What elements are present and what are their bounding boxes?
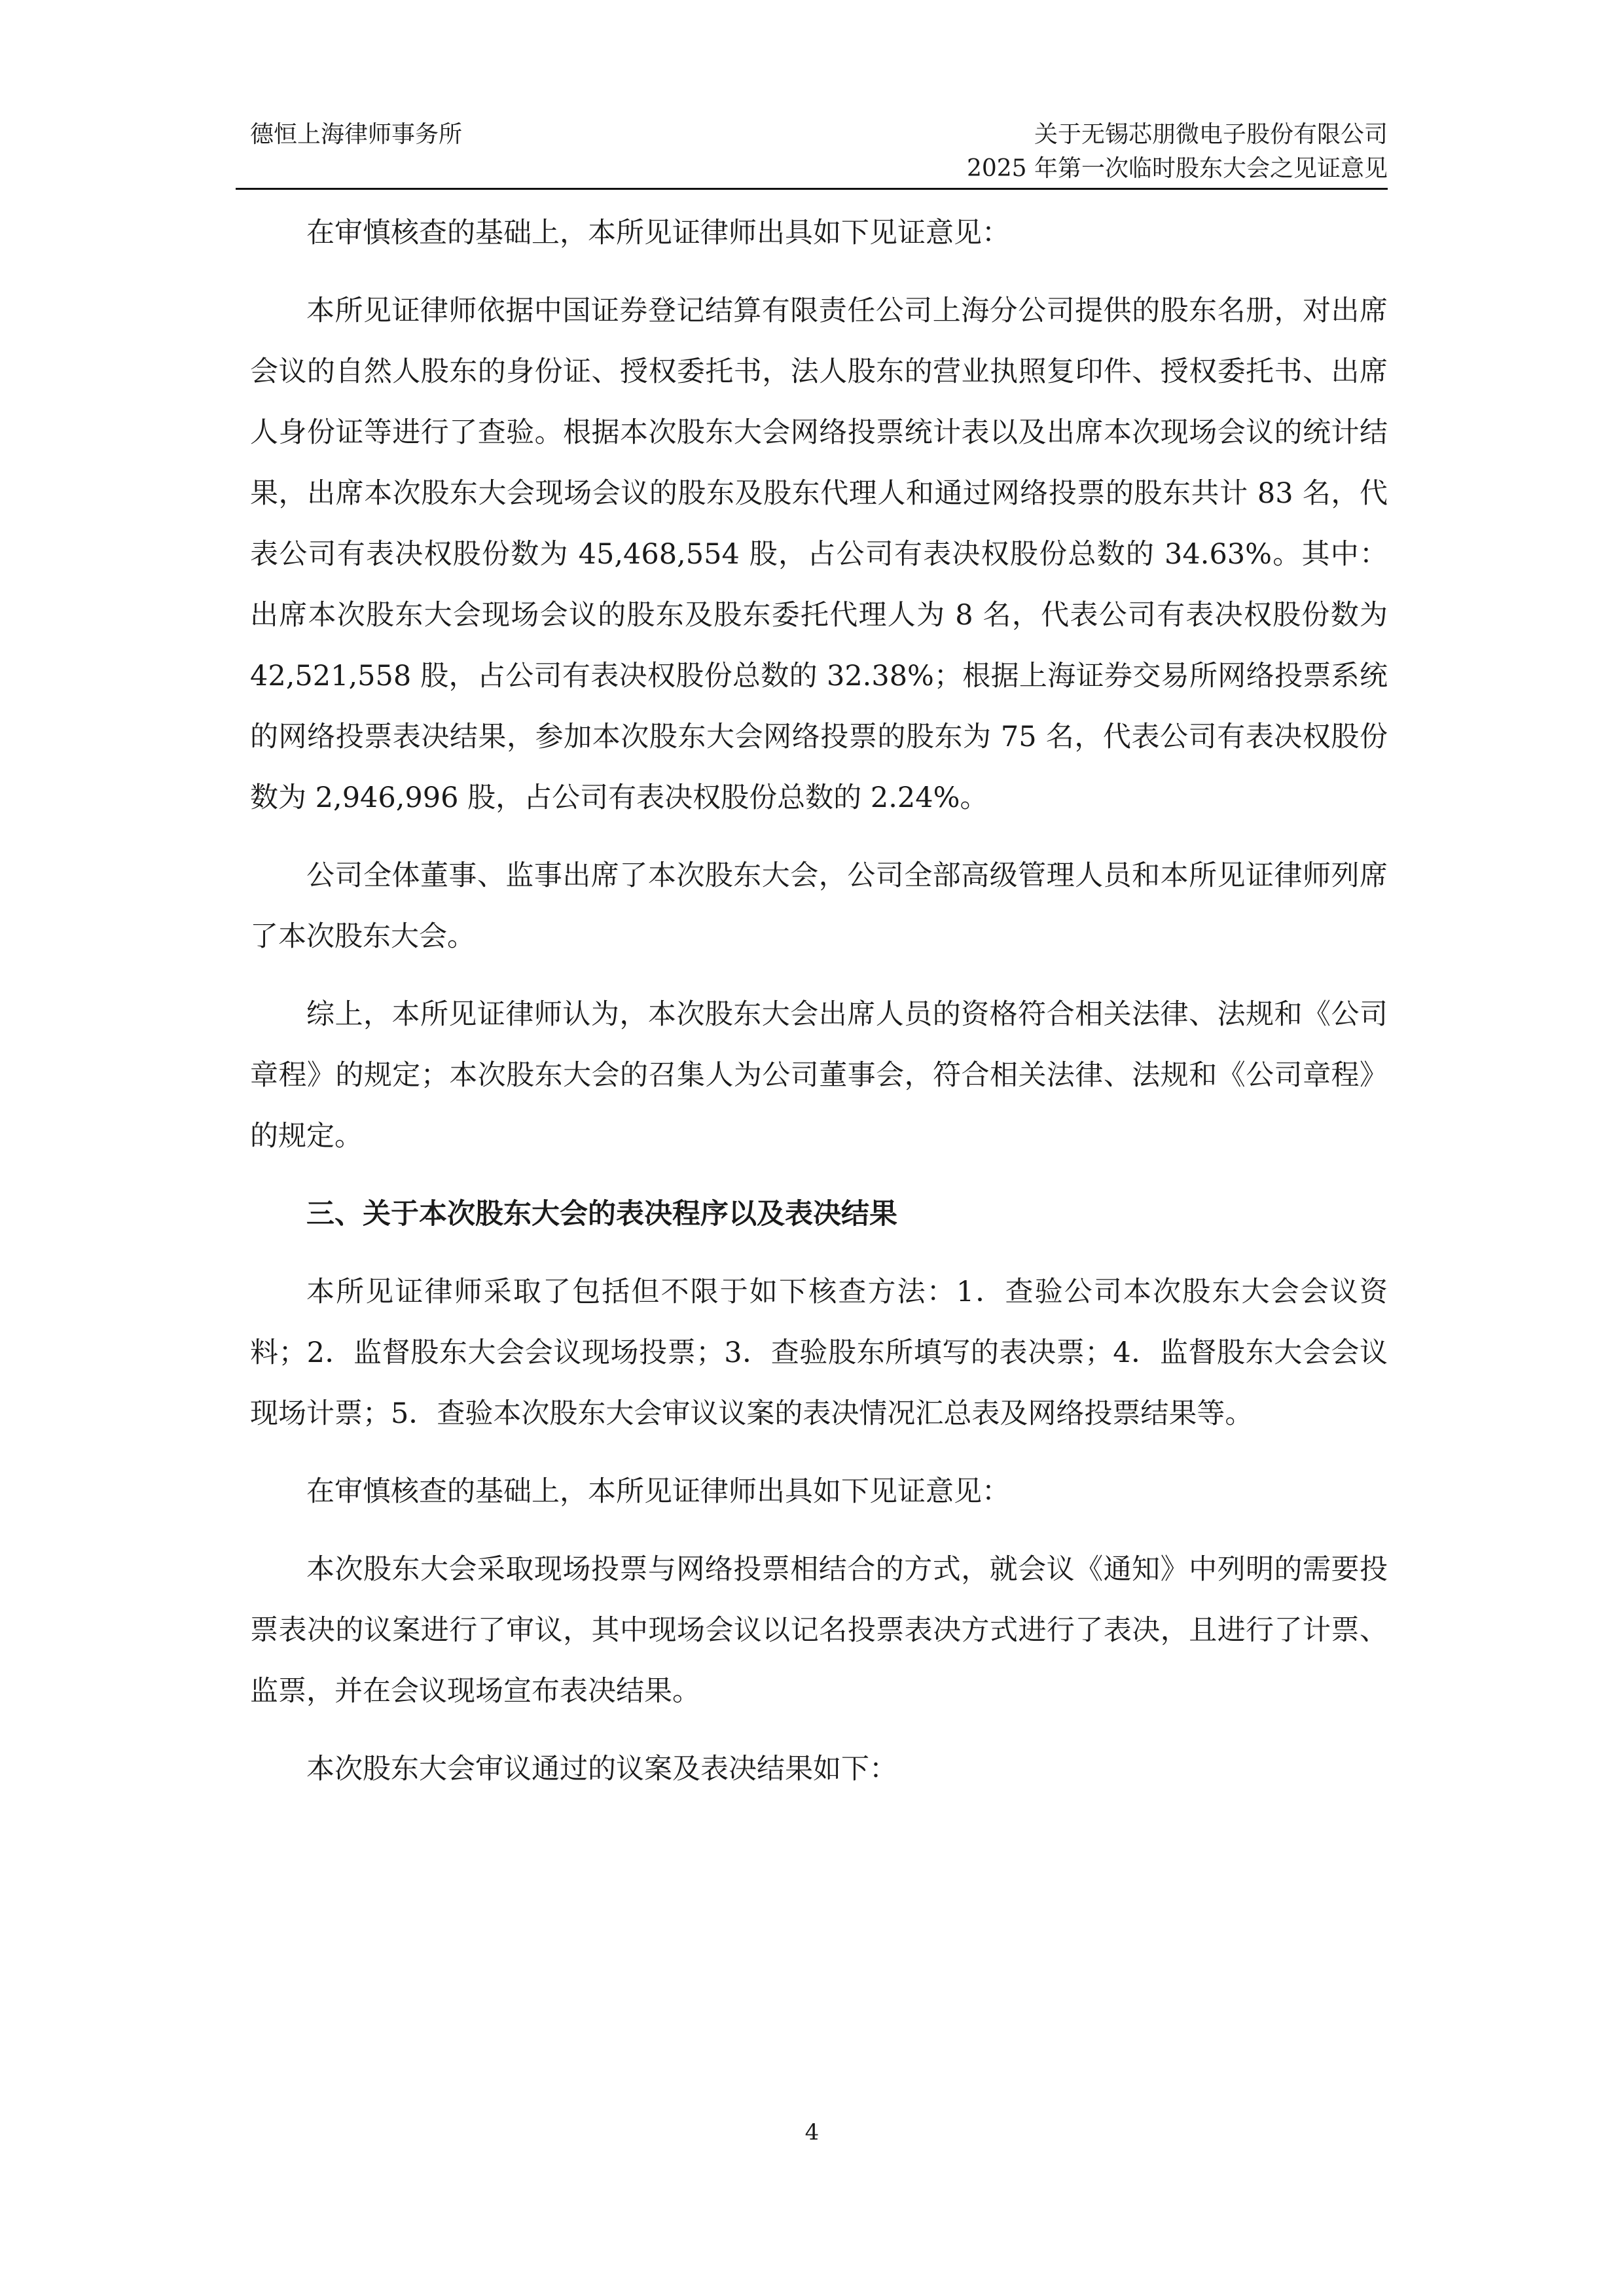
- page-header: [250, 111, 1388, 188]
- paragraph-attendance-details: 本所见证律师依据中国证券登记结算有限责任公司上海分公司提供的股东名册，对出席会议的自然人股东的身份证、授权委托书，法人股东的营业执照复印件、授权委托书、出席人身份证等进行了查验。根据本次股东大会网络投票统计表以及出席本次现场会议的统计结果，出席本次股东大会现场会议的股东及股东代理人和通过网络投票的股东共计 83 名，代表公司有表决权股份数为 45,468,554 股，占公司有表决权股份总数的 34.63%。其中：出席本次股东大会现场会议的股东及股东委托代理人为 8 名，代表公司有表决权股份数为 42,521,558 股，占公司有表决权股份总数的 32.38%；根据上海证券交易所网络投票系统的网络投票表决结果，参加本次股东大会网络投票的股东为 75 名，代表公司有表决权股份数为 2,946,996 股，占公司有表决权股份总数的 2.24%。: [250, 295, 1388, 814]
- section-heading-voting: 三、关于本次股东大会的表决程序以及表决结果: [306, 1198, 897, 1230]
- document-title: [967, 118, 1388, 186]
- paragraph-opinion-intro-1: 在审慎核查的基础上，本所见证律师出具如下见证意见：: [306, 217, 1010, 249]
- paragraph-directors-attendance: 公司全体董事、监事出席了本次股东大会，公司全部高级管理人员和本所见证律师列席了本次股东大会。: [250, 859, 1388, 953]
- document-title-line-1: 关于无锡芯朋微电子股份有限公司: [1034, 121, 1388, 148]
- paragraph-verification-methods: 本所见证律师采取了包括但不限于如下核查方法：1．查验公司本次股东大会会议资料；2．监督股东大会会议现场投票；3．查验股东所填写的表决票；4．监督股东大会会议现场计票；5．查验本次股东大会审议议案的表决情况汇总表及网络投票结果等。: [250, 1276, 1388, 1430]
- page-number: 4: [804, 2119, 820, 2145]
- document-title-line-2: 2025 年第一次临时股东大会之见证意见: [966, 155, 1388, 182]
- law-firm-name: 德恒上海律师事务所: [250, 121, 463, 148]
- header-divider: [236, 188, 1388, 190]
- paragraph-voting-method: 本次股东大会采取现场投票与网络投票相结合的方式，就会议《通知》中列明的需要投票表决的议案进行了审议，其中现场会议以记名投票表决方式进行了表决，且进行了计票、监票，并在会议现场宣布表决结果。: [250, 1553, 1388, 1708]
- paragraph-opinion-intro-2: 在审慎核查的基础上，本所见证律师出具如下见证意见：: [306, 1475, 1010, 1508]
- paragraph-results-intro: 本次股东大会审议通过的议案及表决结果如下：: [306, 1753, 897, 1785]
- document-body: [250, 203, 1388, 1817]
- paragraph-qualification-conclusion: 综上，本所见证律师认为，本次股东大会出席人员的资格符合相关法律、法规和《公司章程》的规定；本次股东大会的召集人为公司董事会，符合相关法律、法规和《公司章程》的规定。: [250, 998, 1388, 1153]
